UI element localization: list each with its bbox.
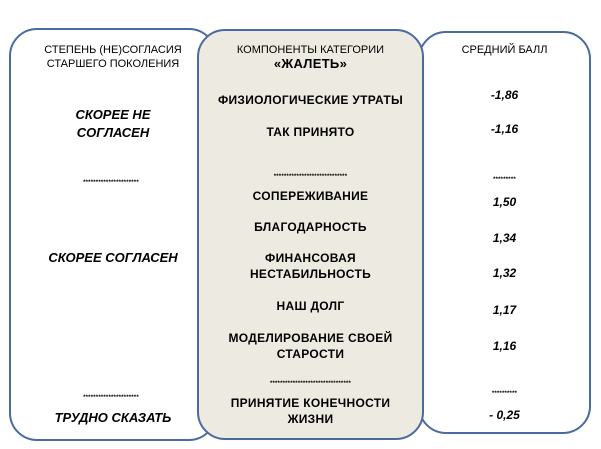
label-hard-to-say: ТРУДНО СКАЗАТЬ bbox=[54, 410, 172, 425]
item-gratitude: БЛАГОДАРНОСТЬ bbox=[254, 220, 367, 234]
category-header: КОМПОНЕНТЫ КАТЕГОРИИ bbox=[236, 44, 385, 56]
separator-right-2: ********** bbox=[491, 391, 518, 397]
item-our-duty: НАШ ДОЛГ bbox=[276, 299, 345, 313]
score-physiological-losses: -1,86 bbox=[490, 88, 519, 102]
separator-right-1: ********* bbox=[493, 177, 516, 183]
category-name: «ЖАЛЕТЬ» bbox=[273, 56, 348, 71]
separator-left-2: ********************** bbox=[83, 395, 139, 401]
separator-left-1: ********************** bbox=[83, 180, 139, 186]
score-gratitude: 1,34 bbox=[492, 231, 517, 245]
label-rather-disagree: СКОРЕЕ НЕ СОГЛАСЕН bbox=[75, 107, 151, 140]
item-physiological-losses: ФИЗИОЛОГИЧЕСКИЕ УТРАТЫ bbox=[217, 93, 404, 107]
score-modeling-own-aging: 1,16 bbox=[492, 339, 517, 353]
score-our-duty: 1,17 bbox=[492, 303, 517, 317]
item-financial-instability: ФИНАНСОВАЯ НЕСТАБИЛЬНОСТЬ bbox=[249, 251, 372, 281]
label-rather-agree: СКОРЕЕ СОГЛАСЕН bbox=[48, 250, 178, 265]
item-modeling-own-aging: МОДЕЛИРОВАНИЕ СВОЕЙ СТАРОСТИ bbox=[228, 331, 393, 361]
score-accepting-finitude: - 0,25 bbox=[489, 408, 520, 422]
separator-center-1: ***************************** bbox=[273, 174, 348, 180]
separator-center-2: ******************************** bbox=[269, 381, 352, 387]
score-customary: -1,16 bbox=[490, 122, 519, 136]
item-accepting-finitude: ПРИНЯТИЕ КОНЕЧНОСТИ ЖИЗНИ bbox=[230, 396, 391, 426]
agreement-header: СТЕПЕНЬ (НЕ)СОГЛАСИЯ СТАРШЕГО ПОКОЛЕНИЯ bbox=[44, 44, 182, 70]
score-empathy: 1,50 bbox=[492, 195, 517, 209]
score-financial-instability: 1,32 bbox=[492, 266, 517, 280]
score-header: СРЕДНИЙ БАЛЛ bbox=[461, 44, 548, 56]
item-customary: ТАК ПРИНЯТО bbox=[266, 125, 355, 139]
item-empathy: СОПЕРЕЖИВАНИЕ bbox=[252, 189, 369, 203]
agreement-panel bbox=[9, 28, 217, 441]
